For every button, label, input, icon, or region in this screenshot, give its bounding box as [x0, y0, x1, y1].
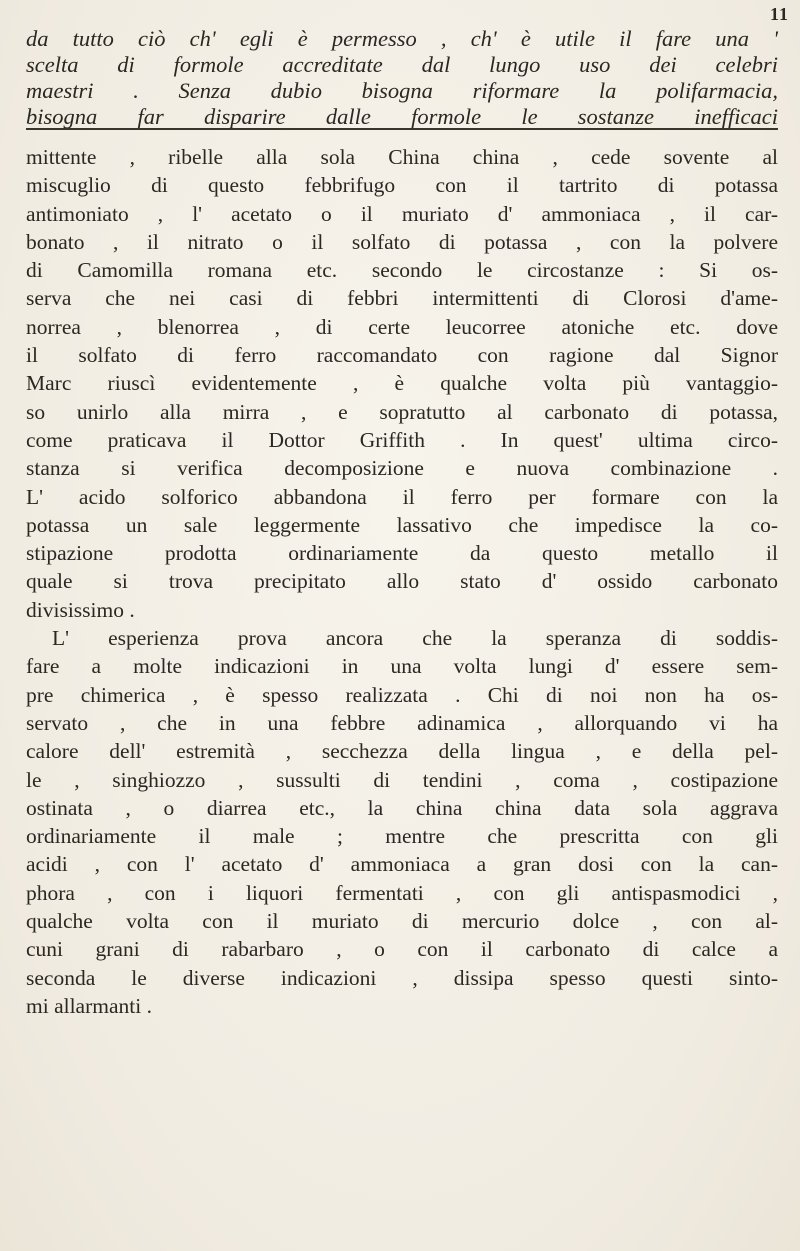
text-line: mittente , ribelle alla sola China china , cede sovente al — [26, 145, 778, 169]
text-line: servato , che in una febbre adinamica , allorquando vi ha — [26, 710, 778, 735]
text-line: stanza si verifica decomposizione e nuova combinazione . — [26, 456, 778, 481]
page-number: 11 — [770, 4, 790, 24]
text-line: di Camomilla romana etc. secondo le circostanze : Si os- — [26, 258, 778, 283]
text-line: bonato , il nitrato o il solfato di potassa , con la polvere — [26, 229, 778, 254]
separator-rule — [26, 128, 778, 130]
text-line: acidi , con l' acetato d' ammoniaca a gran dosi con la can- — [26, 852, 778, 877]
header-text — [26, 26, 778, 130]
text-line: cuni grani di rabarbaro , o con il carbonato di calce a — [26, 937, 778, 962]
text-line: Marc riuscì evidentemente , è qualche volta più vantaggio- — [26, 371, 778, 396]
text-line: phora , con i liquori fermentati , con gli antispasmodici , — [26, 880, 778, 905]
text-line: quale si trova precipitato allo stato d' ossido carbonato — [26, 569, 778, 594]
text-line: antimoniato , l' acetato o il muriato d' ammoniaca , il car- — [26, 201, 778, 226]
header-line: maestri . Senza dubio bisogna riformare la polifarmacia, — [26, 78, 778, 103]
text-line: qualche volta con il muriato di mercurio dolce , con al- — [26, 909, 778, 934]
text-line: L' acido solforico abbandona il ferro per formare con la — [26, 484, 778, 509]
text-line: L' esperienza prova ancora che la speranza di soddis- — [52, 626, 778, 651]
text-line: miscuglio di questo febbrifugo con il tartrito di potassa — [26, 173, 778, 198]
text-line: calore dell' estremità , secchezza della lingua , e della pel- — [26, 739, 778, 764]
text-line: il solfato di ferro raccomandato con ragione dal Signor — [26, 343, 778, 368]
text-line: fare a molte indicazioni in una volta lungi d' essere sem- — [26, 654, 778, 679]
text-line: norrea , blenorrea , di certe leucorree atoniche etc. dove — [26, 314, 778, 339]
text-line: come praticava il Dottor Griffith . In quest' ultima circo- — [26, 427, 778, 452]
text-line: divisissimo . — [26, 597, 135, 622]
text-line: le , singhiozzo , sussulti di tendini , coma , costipazione — [26, 767, 778, 792]
text-line: ordinariamente il male ; mentre che prescritta con gli — [26, 824, 778, 849]
text-line: so unirlo alla mirra , e sopratutto al carbonato di potassa, — [26, 399, 778, 424]
text-line: seconda le diverse indicazioni , dissipa spesso questi sinto- — [26, 965, 778, 990]
header-line: da tutto ciò ch' egli è permesso , ch' è utile il fare una ' — [26, 26, 778, 51]
text-line: pre chimerica , è spesso realizzata . Chi di noi non ha os- — [26, 682, 778, 707]
text-line: mi allarmanti . — [26, 993, 152, 1018]
text-line: ostinata , o diarrea etc., la china china data sola aggrava — [26, 795, 778, 820]
header-line: bisogna far disparire dalle formole le sostanze inefficaci — [26, 104, 778, 129]
text-line: stipazione prodotta ordinariamente da questo metallo il — [26, 541, 778, 566]
header-line: scelta di formole accreditate dal lungo uso dei celebri — [26, 52, 778, 77]
body-text — [26, 143, 778, 1020]
text-line: potassa un sale leggermente lassativo che impedisce la co- — [26, 512, 778, 537]
text-line: serva che nei casi di febbri intermittenti di Clorosi d'ame- — [26, 286, 778, 311]
